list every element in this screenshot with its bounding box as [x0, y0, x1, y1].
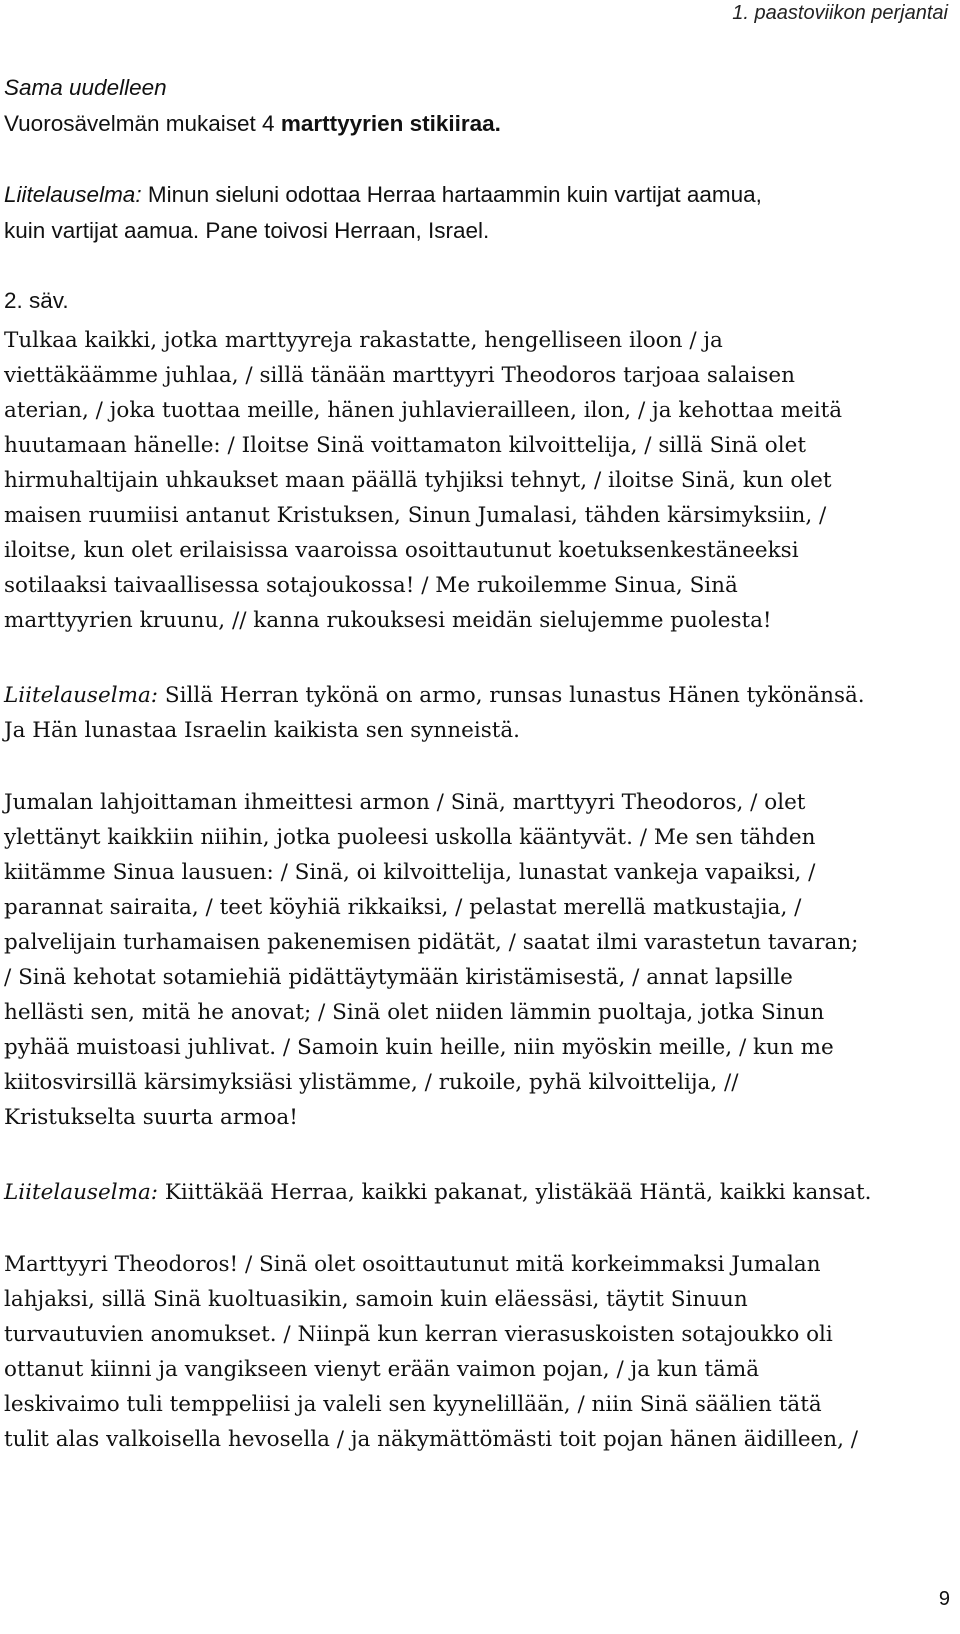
intro-block: [4, 70, 956, 141]
hymn-1-line: maisen ruumiisi antanut Kristuksen, Sinun Jumalasi, tähden kärsimyksiin, /: [4, 503, 827, 528]
verse-2-line-2: Ja Hän lunastaa Israelin kaikista sen synneistä.: [4, 718, 521, 743]
hymn-1-line: sotilaaksi taivaallisessa sotajoukossa! / Me rukoilemme Sinua, Sinä: [4, 573, 738, 598]
intro-line-2-prefix: Vuorosävelmän mukaiset 4: [4, 110, 281, 136]
verse-1: [4, 177, 956, 248]
tone-label: 2. säv.: [4, 288, 69, 313]
hymn-2-line: hellästi sen, mitä he anovat; / Sinä olet niiden lämmin puoltaja, jotka Sinun: [4, 1000, 825, 1025]
hymn-2-line: ylettänyt kaikkiin niihin, jotka puoleesi uskolla kääntyvät. / Me sen tähden: [4, 825, 816, 850]
verse-2-line-1: [4, 678, 956, 713]
hymn-2: [4, 785, 956, 1135]
hymn-2-line: parannat sairaita, / teet köyhiä rikkaiksi, / pelastat merellä matkustajia, /: [4, 895, 802, 920]
verse-1-text-1: Minun sieluni odottaa Herraa hartaammin kuin vartijat aamua,: [141, 182, 762, 207]
hymn-3-line: ottanut kiinni ja vangikseen vienyt erään vaimon pojan, / ja kun tämä: [4, 1357, 760, 1382]
hymn-1-line: marttyyrien kruunu, // kanna rukouksesi meidän sielujemme puolesta!: [4, 608, 772, 633]
document-page: [4, 0, 956, 1634]
verse-1-label: Liitelauselma:: [4, 182, 142, 207]
page-number: 9: [938, 1588, 950, 1610]
verse-2: [4, 678, 956, 748]
hymn-1-line: hirmuhaltijain uhkaukset maan päällä tyhjiksi tehnyt, / iloitse Sinä, kun olet: [4, 468, 832, 493]
intro-line-1: Sama uudelleen: [4, 75, 167, 100]
hymn-2-line: Jumalan lahjoittaman ihmeittesi armon / Sinä, marttyyri Theodoros, / olet: [4, 790, 806, 815]
hymn-1-line: viettäkäämme juhlaa, / sillä tänään marttyyri Theodoros tarjoaa salaisen: [4, 363, 795, 388]
hymn-3-line: tulit alas valkoisella hevosella / ja näkymättömästi toit pojan hänen äidilleen, /: [4, 1427, 859, 1452]
hymn-3-line: turvautuvien anomukset. / Niinpä kun kerran vierasuskoisten sotajoukko oli: [4, 1322, 833, 1347]
hymn-3-line: Marttyyri Theodoros! / Sinä olet osoittautunut mitä korkeimmaksi Jumalan: [4, 1252, 821, 1277]
intro-line-2: [4, 106, 956, 142]
hymn-2-line: palvelijain turhamaisen pakenemisen pidätät, / saatat ilmi varastetun tavaran;: [4, 930, 859, 955]
verse-2-label: Liitelauselma:: [4, 683, 159, 708]
hymn-1-line: huutamaan hänelle: / Iloitse Sinä voittamaton kilvoittelija, / sillä Sinä olet: [4, 433, 806, 458]
verse-1-line-2: kuin vartijat aamua. Pane toivosi Herraan, Israel.: [4, 217, 490, 243]
hymn-1-line: Tulkaa kaikki, jotka marttyyreja rakastatte, hengelliseen iloon / ja: [4, 328, 723, 353]
intro-line-2-bold: marttyyrien stikiiraa.: [280, 110, 501, 136]
hymn-2-line: / Sinä kehotat sotamiehiä pidättäytymään kiristämisestä, / annat lapsille: [4, 965, 793, 990]
hymn-3-line: lahjaksi, sillä Sinä kuoltuasikin, samoin kuin eläessäsi, täytit Sinuun: [4, 1287, 748, 1312]
tone-block: [4, 283, 956, 319]
verse-3-label: Liitelauselma:: [4, 1180, 159, 1205]
hymn-1: [4, 323, 956, 638]
hymn-2-line: kiitämme Sinua lausuen: / Sinä, oi kilvoittelija, lunastat vankeja vapaiksi, /: [4, 860, 816, 885]
verse-3-text-1: Kiittäkää Herraa, kaikki pakanat, ylistäkää Häntä, kaikki kansat.: [158, 1180, 872, 1205]
hymn-1-line: aterian, / joka tuottaa meille, hänen juhlavierailleen, ilon, / ja kehottaa meitä: [4, 398, 843, 423]
verse-3-line-1: [4, 1175, 956, 1210]
verse-1-line-1: [4, 177, 956, 213]
verse-2-text-1: Sillä Herran tykönä on armo, runsas lunastus Hänen tykönänsä.: [158, 683, 865, 708]
hymn-3-line: leskivaimo tuli temppeliisi ja valeli sen kyynelillään, / niin Sinä säälien tätä: [4, 1392, 822, 1417]
running-header: 1. paastoviikon perjantai: [732, 2, 948, 24]
hymn-3: [4, 1247, 956, 1457]
hymn-2-line: pyhää muistoasi juhlivat. / Samoin kuin heille, niin myöskin meille, / kun me: [4, 1035, 834, 1060]
hymn-1-line: iloitse, kun olet erilaisissa vaaroissa osoittautunut koetuksenkestäneeksi: [4, 538, 799, 563]
hymn-2-line: Kristukselta suurta armoa!: [4, 1105, 298, 1130]
verse-3: [4, 1175, 956, 1210]
hymn-2-line: kiitosvirsillä kärsimyksiäsi ylistämme, / rukoile, pyhä kilvoittelija, //: [4, 1070, 739, 1095]
